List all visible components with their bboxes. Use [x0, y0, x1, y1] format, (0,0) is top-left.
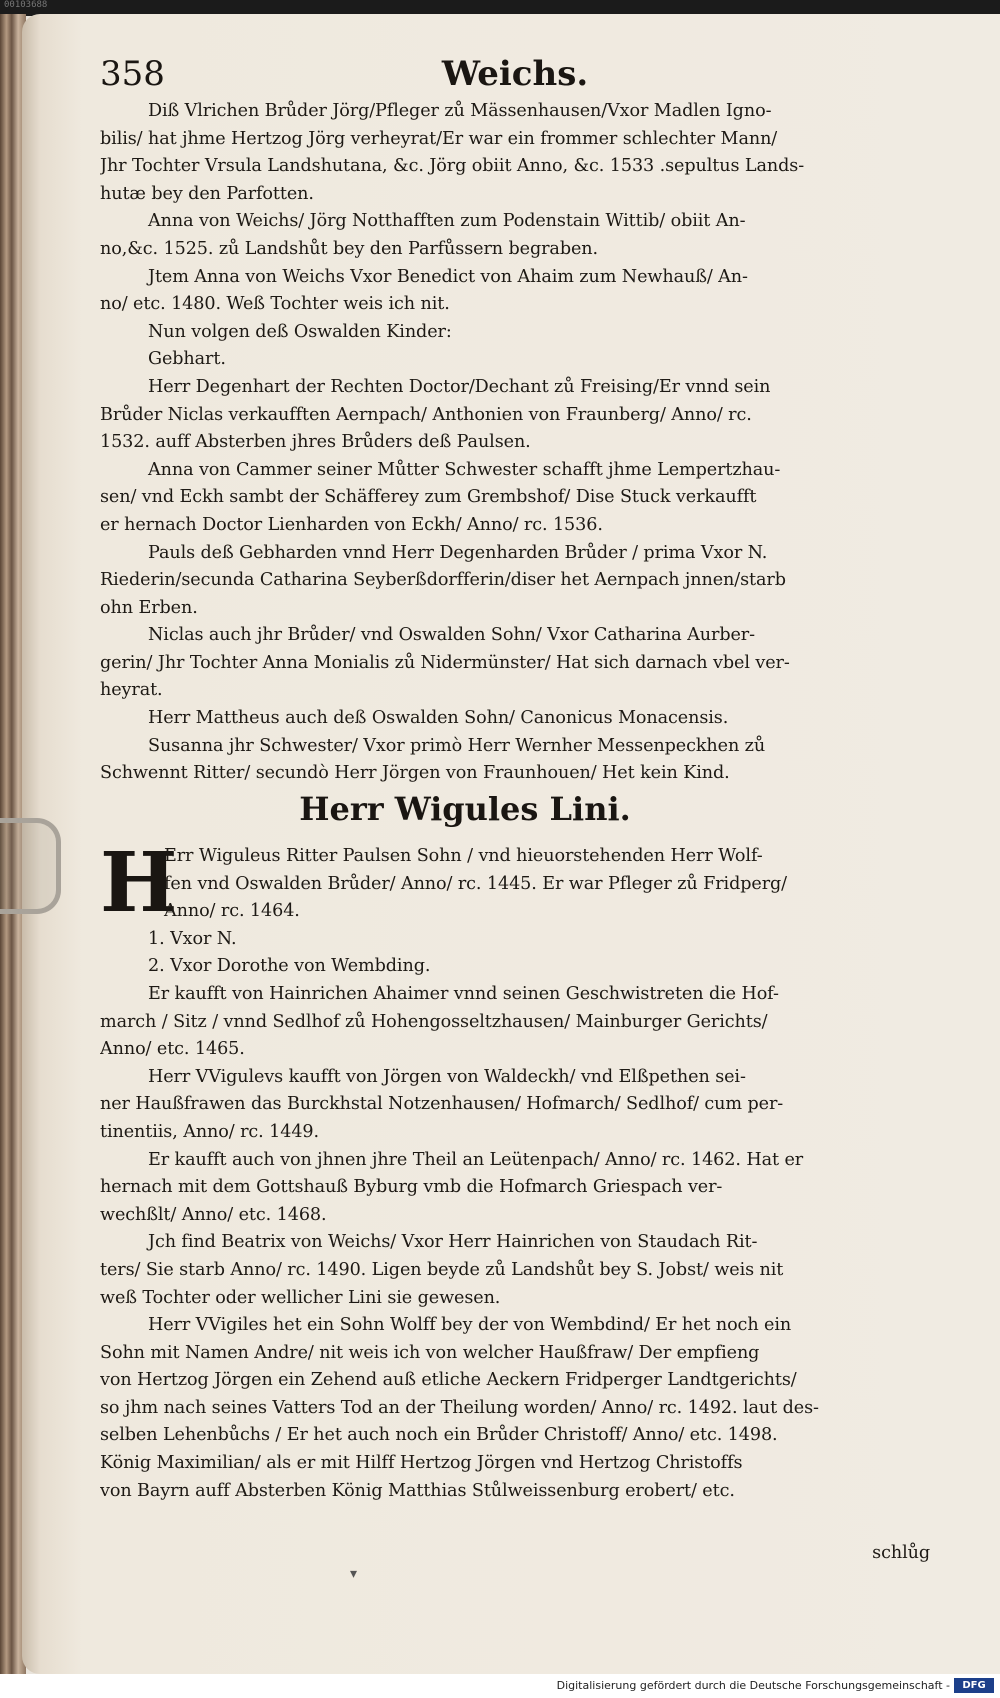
text-line: sen/ vnd Eckh sambt der Schäfferey zum Grembshof/ Dise Stuck verkaufft — [100, 487, 757, 508]
text-line: selben Lehenbůchs / Er het auch noch ein Brůder Christoff/ Anno/ etc. 1498. — [100, 1425, 778, 1446]
text-line: Er kaufft auch von jhnen jhre Theil an Leütenpach/ Anno/ rc. 1462. Hat er — [148, 1149, 804, 1170]
ornament-mark: ▾ — [350, 1566, 358, 1582]
text-line: Anna von Weichs/ Jörg Notthafften zum Podenstain Wittib/ obiit An- — [148, 211, 746, 232]
text-line: no/ etc. 1480. Weß Tochter weis ich nit. — [100, 294, 450, 315]
text-line: fen vnd Oswalden Brůder/ Anno/ rc. 1445. Er war Pfleger zů Fridperg/ — [164, 873, 788, 894]
text-line: ohn Erben. — [100, 597, 198, 618]
text-line: hutæ bey den Parfotten. — [100, 183, 314, 204]
text-line: Gebhart. — [148, 349, 226, 370]
text-line: Jtem Anna von Weichs Vxor Benedict von Ahaim zum Newhauß/ An- — [148, 266, 748, 287]
text-line: Er kaufft von Hainrichen Ahaimer vnnd seinen Geschwistreten die Hof- — [148, 983, 779, 1004]
dfg-logo: DFG — [954, 1678, 994, 1693]
text-line: Riederin/secunda Catharina Seyberßdorfferin/diser het Aernpach jnnen/starb — [100, 570, 786, 591]
catchword: schlůg — [872, 1543, 930, 1563]
text-line: ner Haußfrawen das Burckhstal Notzenhausen/ Hofmarch/ Sedlhof/ cum per- — [100, 1094, 784, 1115]
text-block-main — [100, 98, 930, 788]
text-line: heyrat. — [100, 680, 163, 701]
text-line: ters/ Sie starb Anno/ rc. 1490. Ligen beyde zů Landshůt bey S. Jobst/ weis nit — [100, 1259, 784, 1280]
page-number: 358 — [100, 54, 165, 94]
text-line: Brůder Niclas verkaufften Aernpach/ Anthonien von Fraunberg/ Anno/ rc. — [100, 404, 752, 425]
catchword-block — [100, 1540, 930, 1568]
text-line: Jhr Tochter Vrsula Landshutana, &c. Jörg obiit Anno, &c. 1533 .sepultus Lands- — [100, 156, 805, 177]
book-clasp — [0, 818, 61, 914]
text-line: weß Tochter oder wellicher Lini sie gewesen. — [100, 1287, 501, 1308]
text-block-section — [100, 835, 930, 1505]
text-line: bilis/ hat jhme Hertzog Jörg verheyrat/Er war ein frommer schlechter Mann/ — [100, 128, 778, 149]
text-line: Susanna jhr Schwester/ Vxor primò Herr Wernher Messenpeckhen zů — [148, 735, 766, 756]
text-line: Anno/ rc. 1464. — [164, 901, 300, 922]
footer-credit: Digitalisierung gefördert durch die Deutsche Forschungsgemeinschaft - — [556, 1679, 950, 1692]
text-line: so jhm nach seines Vatters Tod an der Theilung worden/ Anno/ rc. 1492. laut des- — [100, 1397, 819, 1418]
text-line: Anna von Cammer seiner Můtter Schwester schafft jhme Lempertzhau- — [148, 459, 781, 480]
text-line: march / Sitz / vnnd Sedlhof zů Hohengosseltzhausen/ Mainburger Gerichts/ — [100, 1011, 768, 1032]
text-line: von Hertzog Jörgen ein Zehend auß etliche Aeckern Fridperger Landtgerichts/ — [100, 1370, 797, 1391]
text-line: Sohn mit Namen Andre/ nit weis ich von welcher Haußfraw/ Der empfieng — [100, 1342, 760, 1363]
text-line: 1532. auff Absterben jhres Brůders deß Paulsen. — [100, 432, 531, 453]
text-line: no,&c. 1525. zů Landshůt bey den Parfůssern begraben. — [100, 238, 599, 259]
footer-bar — [0, 1674, 1000, 1698]
text-line: wechßlt/ Anno/ etc. 1468. — [100, 1204, 327, 1225]
text-line: tinentiis, Anno/ rc. 1449. — [100, 1121, 320, 1142]
text-line: Herr Degenhart der Rechten Doctor/Dechant zů Freising/Er vnnd sein — [148, 376, 771, 397]
text-line: 2. Vxor Dorothe von Wembding. — [148, 956, 431, 977]
text-line: Jch find Beatrix von Weichs/ Vxor Herr Hainrichen von Staudach Rit- — [148, 1232, 758, 1253]
text-line: gerin/ Jhr Tochter Anna Monialis zů Nidermünster/ Hat sich darnach vbel ver- — [100, 652, 790, 673]
page-title: Weichs. — [441, 54, 589, 94]
text-line: 1. Vxor N. — [148, 928, 237, 949]
text-line: Err Wiguleus Ritter Paulsen Sohn / vnd hieuorstehenden Herr Wolf- — [164, 846, 763, 866]
text-line: Herr VVigiles het ein Sohn Wolff bey der von Wembdind/ Er het noch ein — [148, 1315, 792, 1336]
text-line: Herr VVigulevs kaufft von Jörgen von Waldeckh/ vnd Elßpethen sei- — [148, 1066, 746, 1087]
running-head — [100, 50, 930, 100]
section-title: Herr Wigules Lini. — [299, 790, 631, 828]
text-line: Diß Vlrichen Brůder Jörg/Pfleger zů Mässenhausen/Vxor Madlen Igno- — [148, 101, 772, 121]
text-line: er hernach Doctor Lienharden von Eckh/ Anno/ rc. 1536. — [100, 514, 603, 535]
drop-cap: H — [100, 835, 178, 931]
text-line: Pauls deß Gebharden vnnd Herr Degenharden Brůder / prima Vxor N. — [148, 542, 768, 563]
text-line: hernach mit dem Gottshauß Byburg vmb die Hofmarch Griespach ver- — [100, 1177, 723, 1198]
scan-id: 00103688 — [4, 0, 48, 10]
text-line: Schwennt Ritter/ secundò Herr Jörgen von Fraunhouen/ Het kein Kind. — [100, 763, 730, 784]
text-line: Anno/ etc. 1465. — [100, 1039, 245, 1060]
text-line: von Bayrn auff Absterben König Matthias Stůlweissenburg erobert/ etc. — [100, 1480, 735, 1501]
text-line: Niclas auch jhr Brůder/ vnd Oswalden Sohn/ Vxor Catharina Aurber- — [148, 625, 755, 646]
text-line: König Maximilian/ als er mit Hilff Hertzog Jörgen vnd Hertzog Christoffs — [100, 1453, 743, 1474]
text-line: Nun volgen deß Oswalden Kinder: — [148, 321, 452, 342]
text-line: Herr Mattheus auch deß Oswalden Sohn/ Canonicus Monacensis. — [148, 708, 729, 729]
